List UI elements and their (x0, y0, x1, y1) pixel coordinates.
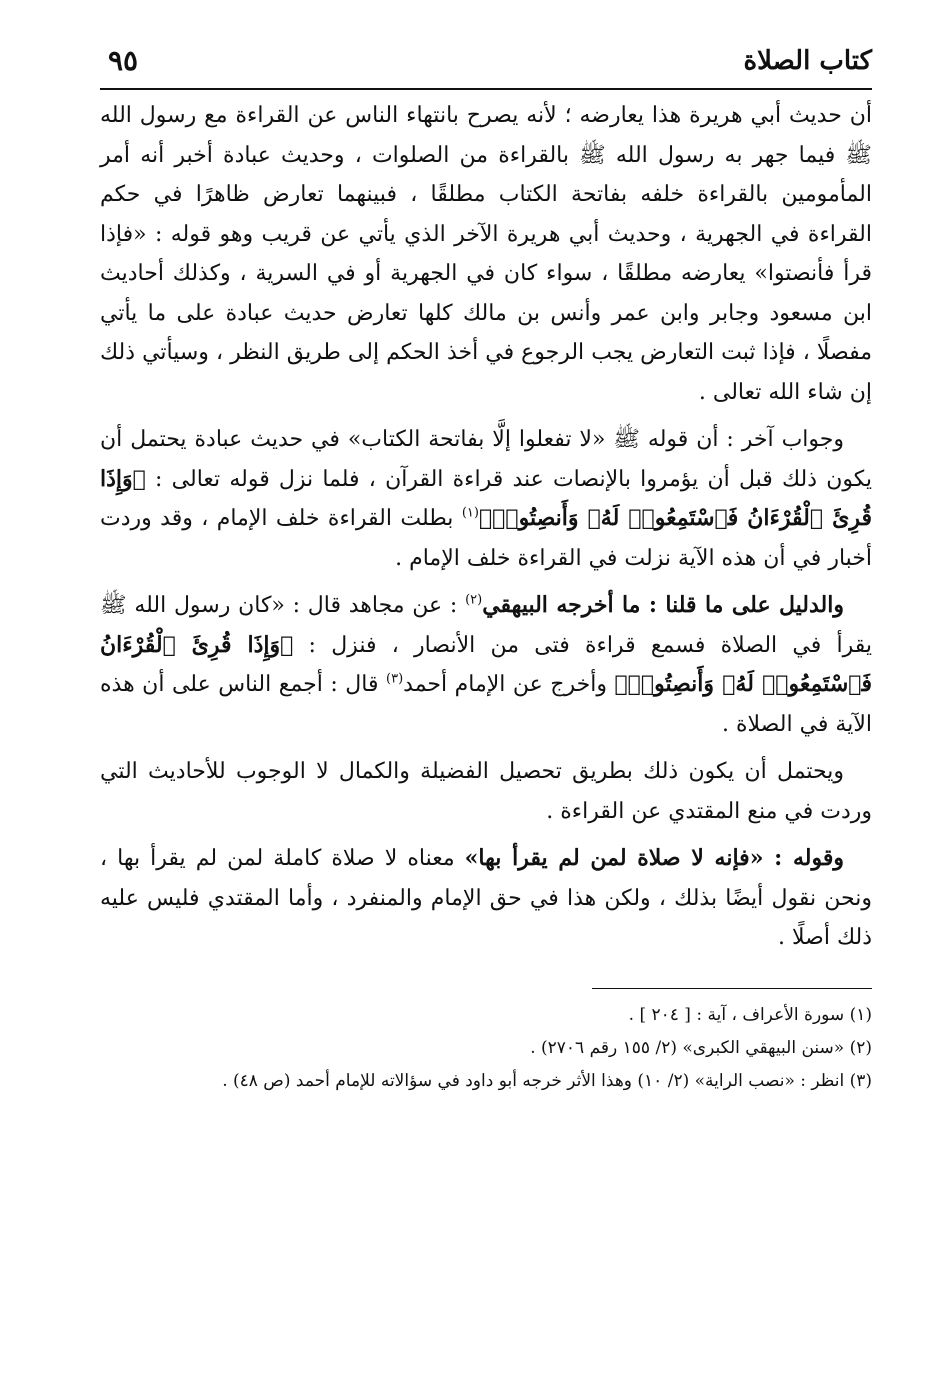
main-text (100, 96, 872, 958)
paragraph-3-text-b: وأخرج عن الإمام أحمد (403, 672, 615, 697)
header-rule (100, 88, 872, 90)
book-page (100, 44, 872, 1098)
quran-verse: ﴿وَإِذَا قُرِئَ ٱلْقُرْءَانُ فَٱسْتَمِعُوا۟ لَهُۥ وَأَنصِتُوا۟﴾ (100, 465, 872, 531)
chapter-title: كتاب الصلاة (743, 46, 872, 76)
page-number: ٩٥ (108, 44, 139, 77)
paragraph-2-text-b: بطلت القراءة خلف الإمام ، وقد وردت أخبار في أن هذه الآية نزلت في القراءة خلف الإمام . (100, 506, 872, 571)
footnote-2: (٢) «سنن البيهقي الكبرى» (٢/ ١٥٥ رقم ٢٧٠٦) . (530, 1037, 872, 1058)
paragraph-1 (100, 96, 872, 412)
paragraph-3-lead: والدليل على ما قلنا : ما أخرجه البيهقي (482, 592, 844, 618)
paragraph-5 (100, 839, 872, 958)
paragraph-5-text: معناه لا صلاة كاملة لمن لم يقرأ بها ، ونحن نقول أيضًا بذلك ، ولكن هذا في حق الإمام والمنفرد ، وأما المقتدي فليس عليه ذلك أصلًا . (100, 846, 872, 950)
footnote-1: (١) سورة الأعراف ، آية : [ ٢٠٤ ] . (628, 1004, 872, 1025)
footnotes (100, 999, 872, 1098)
paragraph-2 (100, 420, 872, 578)
paragraph-3-text-a: : عن مجاهد قال : «كان رسول الله ﷺ يقرأ في الصلاة فسمع قراءة فتى من الأنصار ، فنزل : (100, 593, 872, 658)
footnote-separator (592, 988, 872, 989)
footnote-ref-3: (٣) (386, 671, 404, 687)
paragraph-5-lead: وقوله : «فإنه لا صلاة لمن لم يقرأ بها» (464, 845, 844, 871)
paragraph-4 (100, 752, 872, 831)
running-header (100, 44, 872, 88)
paragraph-2-text-a: وجواب آخر : أن قوله ﷺ «لا تفعلوا إلَّا بفاتحة الكتاب» في حديث عبادة يحتمل أن يكون ذلك قبل أن يؤمروا بالإنصات عند قراءة القرآن ، فلما نزل قوله تعالى : (100, 427, 872, 492)
footnote-3: (٣) انظر : «نصب الراية» (٢/ ١٠) وهذا الأثر خرجه أبو داود في سؤالاته للإمام أحمد (ص ٤٨) . (222, 1070, 872, 1091)
quran-verse: ﴿وَإِذَا قُرِئَ ٱلْقُرْءَانُ فَٱسْتَمِعُوا۟ لَهُۥ وَأَنصِتُوا۟﴾ (100, 631, 872, 697)
paragraph-3 (100, 586, 872, 744)
footnote-ref-1: (١) (461, 505, 479, 521)
footnote-ref-2: (٢) (465, 592, 483, 608)
paragraph-1-text: أن حديث أبي هريرة هذا يعارضه ؛ لأنه يصرح بانتهاء الناس عن القراءة مع رسول الله ﷺ فيما جهر به رسول الله ﷺ بالقراءة من الصلوات ، وحديث عبادة أخبر أنه أمر المأمومين بالقراءة خلفه بفاتحة الكتاب مطلقًا ، فبينهما تعارض ظاهرًا في حكم القراءة في الجهرية ، وحديث أبي هريرة الآخر الذي يأتي عن قريب وهو قوله : «فإذا قرأ فأنصتوا» يعارضه مطلقًا ، سواء كان في الجهرية أو في السرية ، وكذلك أحاديث ابن مسعود وجابر وابن عمر وأنس بن مالك كلها تعارض حديث عبادة على ما يأتي مفصلًا ، فإذا ثبت التعارض يجب الرجوع في أخذ الحكم إلى طريق النظر ، وسيأتي ذلك إن شاء الله تعالى . (100, 103, 872, 405)
paragraph-4-text: ويحتمل أن يكون ذلك بطريق تحصيل الفضيلة والكمال لا الوجوب للأحاديث التي وردت في منع المقتدي عن القراءة . (100, 759, 872, 824)
paragraph-3-text-c: قال : أجمع الناس على أن هذه الآية في الصلاة . (100, 672, 872, 737)
